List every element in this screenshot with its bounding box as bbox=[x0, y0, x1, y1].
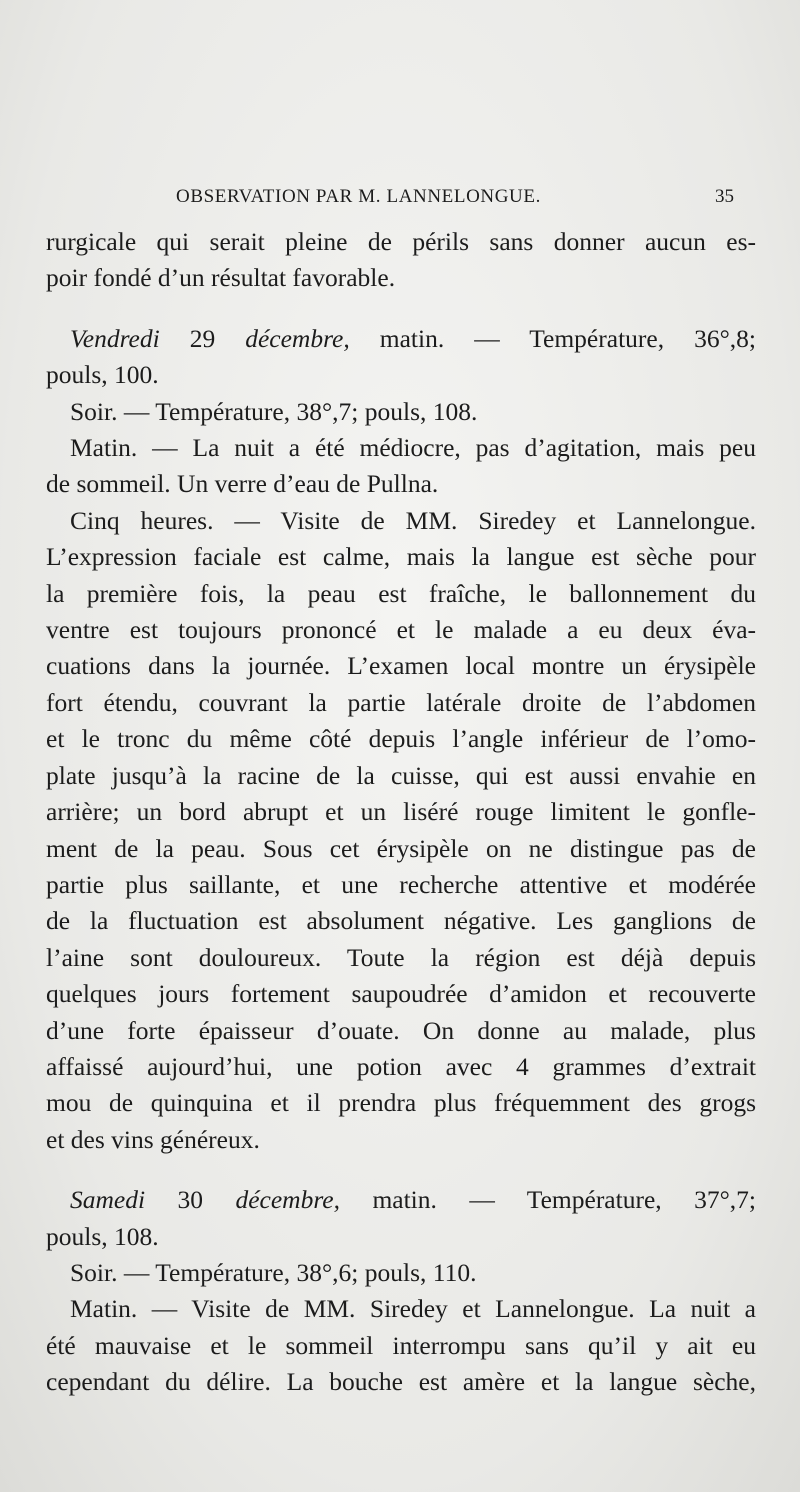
running-head: OBSERVATION PAR M. LANNELONGUE. bbox=[176, 186, 541, 207]
day-number: 29 bbox=[189, 323, 216, 353]
text-line: l’aine sont douloureux. Toute la région est déjà depuis bbox=[46, 942, 756, 972]
text-line bbox=[46, 1182, 756, 1218]
text-line: et des vins généreux. bbox=[46, 1124, 260, 1154]
text-line: de sommeil. Un verre d’eau de Pullna. bbox=[46, 469, 439, 499]
month-name: décembre, bbox=[245, 323, 350, 353]
day-name: Vendredi bbox=[70, 323, 160, 353]
text-line: fort étendu, couvrant la partie latérale droite de l’abdomen bbox=[46, 687, 756, 717]
paragraph bbox=[46, 1291, 756, 1400]
text-line: poir fondé d’un résultat favorable. bbox=[46, 263, 396, 293]
text-line: mou de quinquina et il prendra plus fréquemment des grogs bbox=[46, 1088, 756, 1118]
body-text bbox=[46, 224, 756, 1401]
text-fragment: matin. — Température, 37°,7; bbox=[372, 1185, 756, 1215]
paragraph bbox=[46, 1255, 756, 1291]
text-line: arrière; un bord abrupt et un liséré rouge limitent le gonfle- bbox=[46, 797, 756, 827]
text-line: et le tronc du même côté depuis l’angle inférieur de l’omo- bbox=[46, 724, 756, 754]
text-line: Matin. — La nuit a été médiocre, pas d’agitation, mais peu bbox=[70, 433, 756, 463]
text-line: Soir. — Température, 38°,7; pouls, 108. bbox=[70, 396, 478, 426]
text-line: Cinq heures. — Visite de MM. Siredey et Lannelongue. bbox=[70, 505, 756, 535]
text-line: quelques jours fortement saupoudrée d’amidon et recouverte bbox=[46, 979, 756, 1009]
paragraph bbox=[46, 224, 756, 297]
text-line: plate jusqu’à la racine de la cuisse, qui est aussi envahie en bbox=[46, 760, 756, 790]
text-line: L’expression faciale est calme, mais la langue est sèche pour bbox=[46, 542, 756, 572]
paragraph bbox=[46, 321, 756, 394]
text-line: pouls, 100. bbox=[46, 360, 159, 390]
text-line: la première fois, la peau est fraîche, le ballonnement du bbox=[46, 578, 756, 608]
text-line: ment de la peau. Sous cet érysipèle on ne distingue pas de bbox=[46, 833, 756, 863]
text-fragment: matin. — Température, 36°,8; bbox=[379, 323, 756, 353]
page-header bbox=[0, 186, 800, 216]
text-line: été mauvaise et le sommeil interrompu sans qu’il y ait eu bbox=[46, 1330, 756, 1360]
text-line: rurgicale qui serait pleine de périls sans donner aucun es- bbox=[46, 227, 756, 256]
text-line: Soir. — Température, 38°,6; pouls, 110. bbox=[70, 1257, 477, 1287]
text-line: affaissé aujourd’hui, une potion avec 4 grammes d’extrait bbox=[46, 1051, 756, 1081]
text-line bbox=[46, 321, 756, 357]
text-line: d’une forte épaisseur d’ouate. On donne au malade, plus bbox=[46, 1015, 756, 1045]
day-name: Samedi bbox=[70, 1185, 146, 1215]
day-number: 30 bbox=[177, 1185, 204, 1215]
paragraph bbox=[46, 1182, 756, 1255]
text-line: de la fluctuation est absolument négative. Les ganglions de bbox=[46, 906, 756, 936]
paragraph bbox=[46, 394, 756, 430]
text-line: Matin. — Visite de MM. Siredey et Lannelongue. La nuit a bbox=[70, 1294, 756, 1324]
text-line: partie plus saillante, et une recherche attentive et modérée bbox=[46, 869, 756, 899]
paragraph bbox=[46, 503, 756, 1158]
paragraph bbox=[46, 430, 756, 503]
text-line: ventre est toujours prononcé et le malade a eu deux éva- bbox=[46, 615, 756, 645]
page-number: 35 bbox=[715, 186, 734, 207]
month-name: décembre, bbox=[235, 1185, 340, 1215]
text-line: cependant du délire. La bouche est amère et la langue sèche, bbox=[46, 1367, 756, 1397]
text-line: cuations dans la journée. L’examen local montre un érysipèle bbox=[46, 651, 756, 681]
text-line: pouls, 108. bbox=[46, 1221, 159, 1251]
